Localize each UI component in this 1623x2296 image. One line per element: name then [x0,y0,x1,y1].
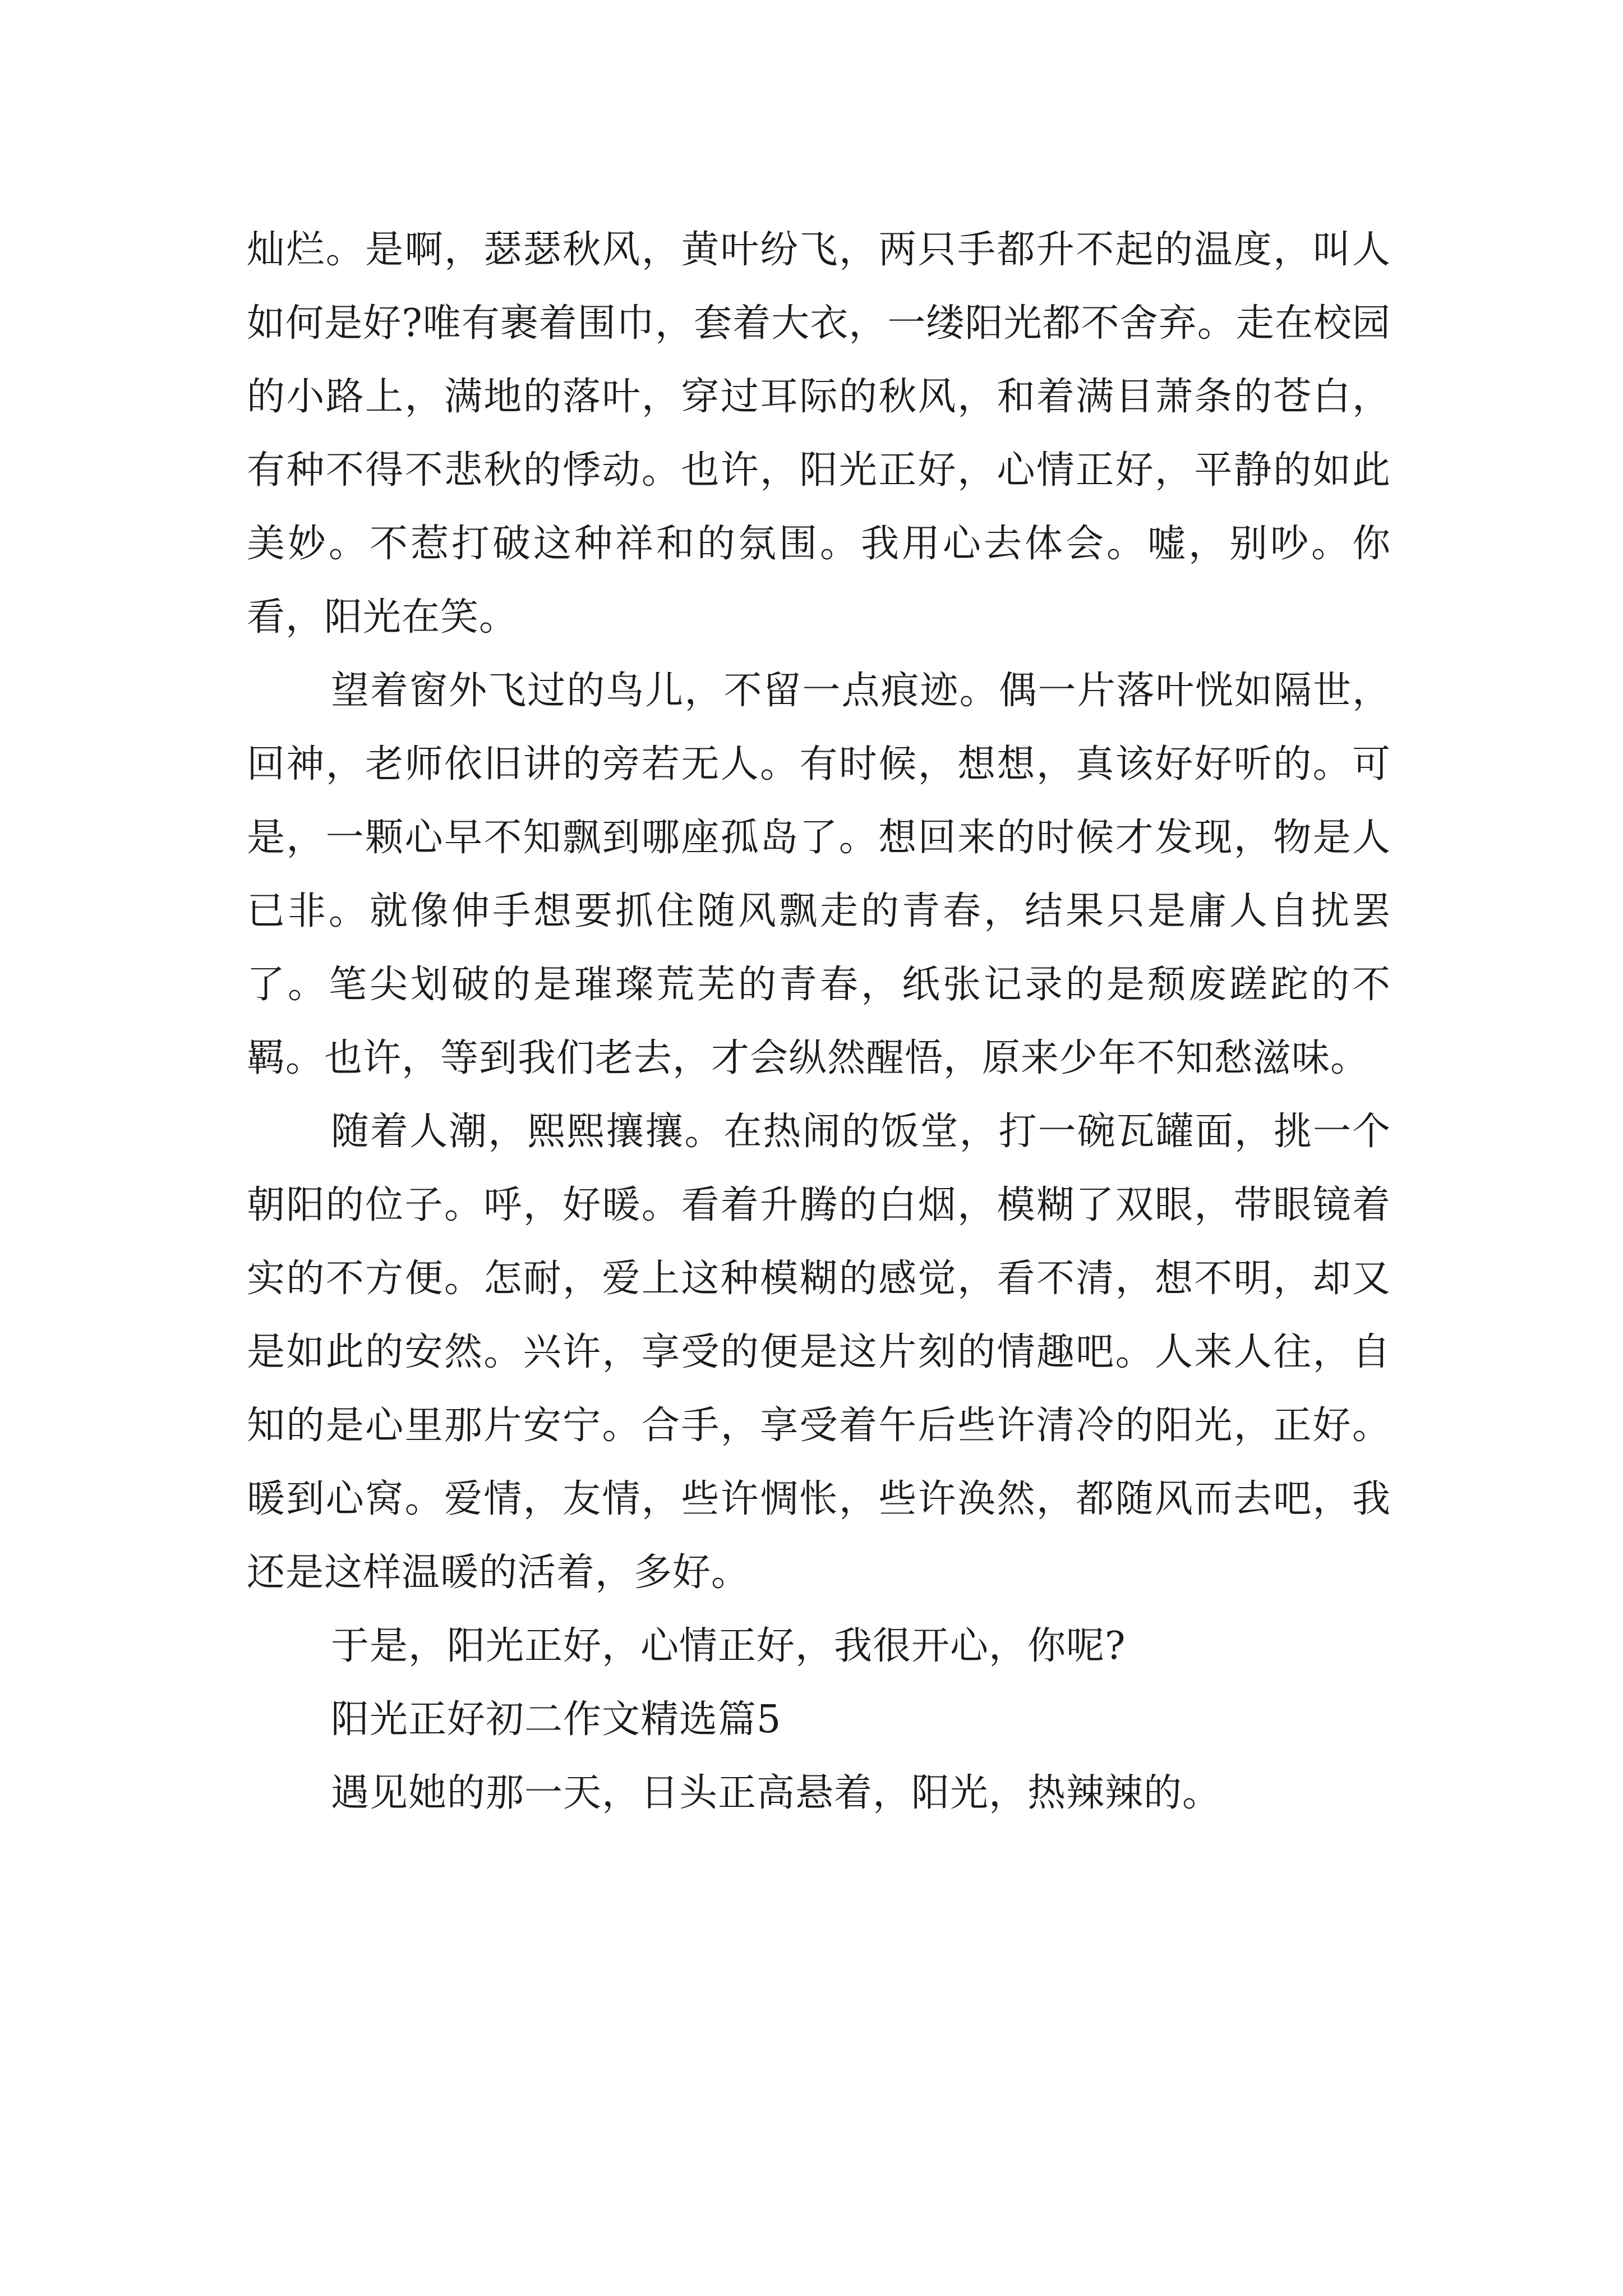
paragraph-dining-hall: 随着人潮，熙熙攘攘。在热闹的饭堂，打一碗瓦罐面，挑一个朝阳的位子。呼，好暖。看着升腾的白烟，模糊了双眼，带眼镜着实的不方便。怎耐，爱上这种模糊的感觉，看不清，想不明，却又是如此的安然。兴许，享受的便是这片刻的情趣吧。人来人往，自知的是心里那片安宁。合手，享受着午后些许清冷的阳光，正好。暖到心窝。爱情，友情，些许惆怅，些许涣然，都随风而去吧，我还是这样温暖的活着，多好。 [247,1110,1391,1595]
paragraph-opening: 遇见她的那一天，日头正高悬着，阳光，热辣辣的。 [331,1771,1221,1815]
document-body [247,213,1391,1830]
paragraph-continuation: 灿烂。是啊，瑟瑟秋风，黄叶纷飞，两只手都升不起的温度，叫人如何是好?唯有裹着围巾，套着大衣，一缕阳光都不舍弃。走在校园的小路上，满地的落叶，穿过耳际的秋风，和着满目萧条的苍白，有种不得不悲秋的悸动。也许，阳光正好，心情正好，平静的如此美妙。不惹打破这种祥和的氛围。我用心去体会。嘘，别吵。你看，阳光在笑。 [247,228,1391,639]
paragraph-conclusion: 于是，阳光正好，心情正好，我很开心，你呢? [331,1624,1126,1668]
paragraph-window-bird: 望着窗外飞过的鸟儿，不留一点痕迹。偶一片落叶恍如隔世，回神，老师依旧讲的旁若无人。有时候，想想，真该好好听的。可是，一颗心早不知飘到哪座孤岛了。想回来的时候才发现，物是人已非。就像伸手想要抓住随风飘走的青春，结果只是庸人自扰罢了。笔尖划破的是璀璨荒芜的青春，纸张记录的是颓废蹉跎的不羁。也许，等到我们老去，才会纵然醒悟，原来少年不知愁滋味。 [247,669,1391,1080]
section-heading: 阳光正好初二作文精选篇5 [331,1697,782,1742]
